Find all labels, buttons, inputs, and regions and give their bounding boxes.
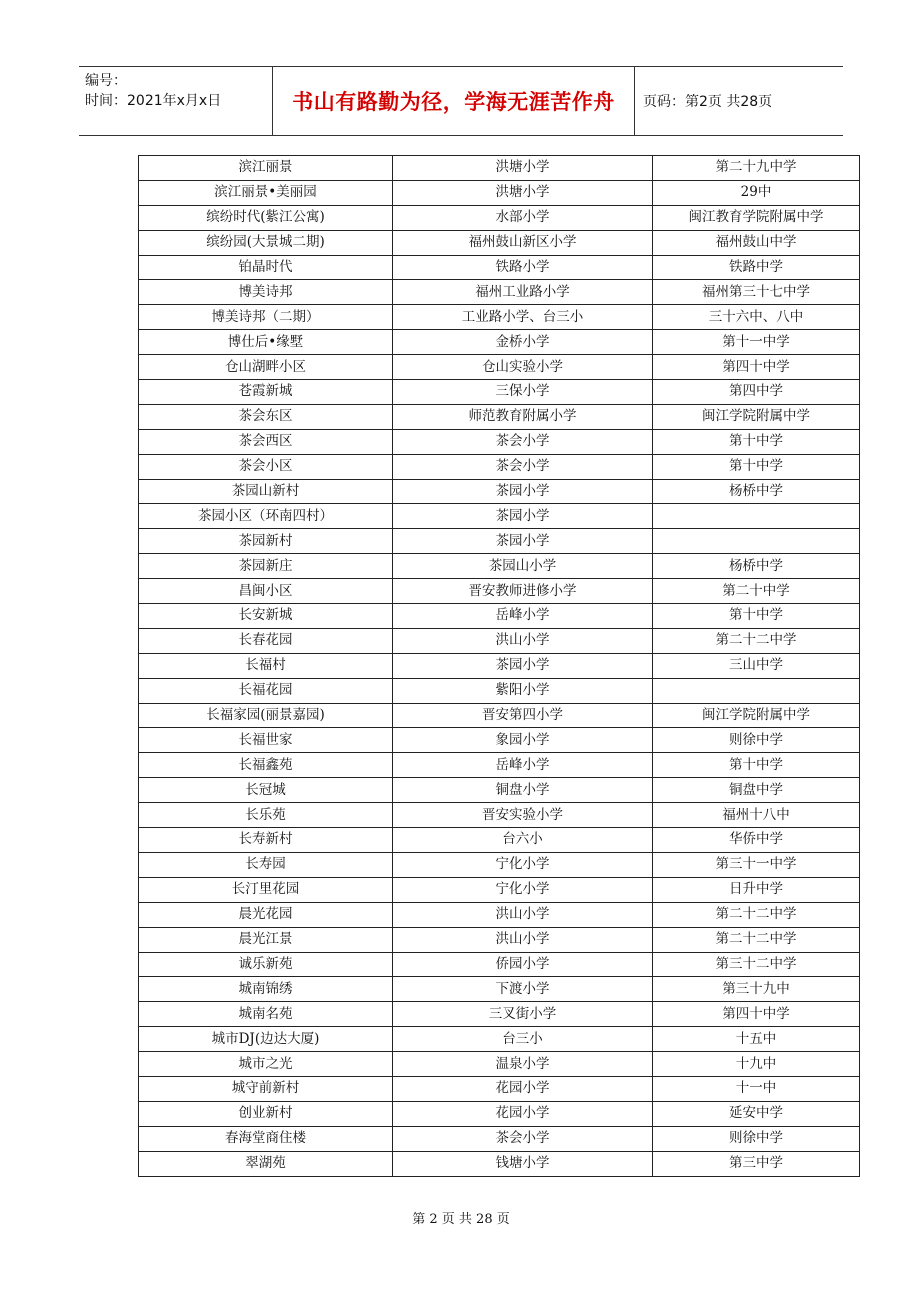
table-row (139, 902, 860, 927)
primary-school-cell: 下渡小学 (393, 977, 653, 1002)
middle-school-cell: 则徐中学 (653, 1126, 860, 1151)
header-motto: 书山有路勤为径，学海无涯苦作舟 (273, 67, 635, 135)
primary-school-cell: 钱塘小学 (393, 1151, 653, 1176)
residence-cell: 长乐苑 (139, 803, 393, 828)
residence-cell: 苍霞新城 (139, 380, 393, 405)
middle-school-cell: 铁路中学 (653, 255, 860, 280)
middle-school-cell: 延安中学 (653, 1101, 860, 1126)
residence-cell: 茶园新庄 (139, 554, 393, 579)
middle-school-cell: 第二十二中学 (653, 902, 860, 927)
primary-school-cell: 洪塘小学 (393, 156, 653, 181)
table-row (139, 653, 860, 678)
residence-cell: 长春花园 (139, 628, 393, 653)
primary-school-cell: 洪山小学 (393, 902, 653, 927)
primary-school-cell: 茶会小学 (393, 1126, 653, 1151)
primary-school-cell: 福州鼓山新区小学 (393, 230, 653, 255)
residence-cell: 茶园山新村 (139, 479, 393, 504)
middle-school-cell: 第十中学 (653, 429, 860, 454)
primary-school-cell: 温泉小学 (393, 1052, 653, 1077)
table-row (139, 628, 860, 653)
primary-school-cell: 花园小学 (393, 1101, 653, 1126)
residence-cell: 茶园小区（环南四村） (139, 504, 393, 529)
table-row (139, 977, 860, 1002)
residence-cell: 长冠城 (139, 778, 393, 803)
table-row (139, 305, 860, 330)
table-row (139, 579, 860, 604)
residence-cell: 昌闽小区 (139, 579, 393, 604)
table-row (139, 280, 860, 305)
residence-cell: 长安新城 (139, 604, 393, 629)
residence-cell: 长寿园 (139, 852, 393, 877)
table-row (139, 429, 860, 454)
table-row (139, 852, 860, 877)
table-row (139, 529, 860, 554)
middle-school-cell: 闽江学院附属中学 (653, 404, 860, 429)
table-row (139, 1076, 860, 1101)
middle-school-cell (653, 504, 860, 529)
residence-cell: 城南锦绣 (139, 977, 393, 1002)
table-row (139, 380, 860, 405)
residence-cell: 博美诗邦 (139, 280, 393, 305)
residence-cell: 城市之光 (139, 1052, 393, 1077)
middle-school-cell: 第三中学 (653, 1151, 860, 1176)
page-footer (0, 1208, 920, 1227)
primary-school-cell: 茶园山小学 (393, 554, 653, 579)
middle-school-cell: 第三十二中学 (653, 952, 860, 977)
primary-school-cell: 师范教育附属小学 (393, 404, 653, 429)
table-row (139, 1151, 860, 1176)
middle-school-cell: 第二十九中学 (653, 156, 860, 181)
middle-school-cell: 第十中学 (653, 753, 860, 778)
middle-school-cell: 闽江教育学院附属中学 (653, 205, 860, 230)
table-row (139, 479, 860, 504)
primary-school-cell: 晋安第四小学 (393, 703, 653, 728)
residence-cell: 长福村 (139, 653, 393, 678)
table-row (139, 828, 860, 853)
header-meta (79, 67, 273, 135)
table-row (139, 454, 860, 479)
table-row (139, 803, 860, 828)
primary-school-cell: 铁路小学 (393, 255, 653, 280)
primary-school-cell: 工业路小学、台三小 (393, 305, 653, 330)
primary-school-cell: 岳峰小学 (393, 753, 653, 778)
middle-school-cell: 十九中 (653, 1052, 860, 1077)
middle-school-cell: 第二十二中学 (653, 628, 860, 653)
residence-cell: 城市DJ(边达大厦) (139, 1027, 393, 1052)
middle-school-cell: 杨桥中学 (653, 479, 860, 504)
residence-cell: 滨江丽景•美丽园 (139, 180, 393, 205)
table-row (139, 703, 860, 728)
primary-school-cell: 茶园小学 (393, 653, 653, 678)
table-row (139, 1002, 860, 1027)
middle-school-cell: 福州鼓山中学 (653, 230, 860, 255)
primary-school-cell: 三叉街小学 (393, 1002, 653, 1027)
primary-school-cell: 象园小学 (393, 728, 653, 753)
residence-cell: 长福家园(丽景嘉园) (139, 703, 393, 728)
middle-school-cell: 福州第三十七中学 (653, 280, 860, 305)
middle-school-cell: 第十一中学 (653, 330, 860, 355)
table-row (139, 1101, 860, 1126)
primary-school-cell: 茶园小学 (393, 504, 653, 529)
primary-school-cell: 侨园小学 (393, 952, 653, 977)
table-row (139, 180, 860, 205)
primary-school-cell: 洪塘小学 (393, 180, 653, 205)
table-row (139, 255, 860, 280)
residence-cell: 诚乐新苑 (139, 952, 393, 977)
middle-school-cell: 第四十中学 (653, 355, 860, 380)
middle-school-cell: 第四中学 (653, 380, 860, 405)
primary-school-cell: 茶会小学 (393, 429, 653, 454)
residence-cell: 仓山湖畔小区 (139, 355, 393, 380)
footer-page-number: 第 2 页 共 28 页 (412, 1212, 510, 1227)
residence-cell: 滨江丽景 (139, 156, 393, 181)
middle-school-cell: 29中 (653, 180, 860, 205)
middle-school-cell: 杨桥中学 (653, 554, 860, 579)
middle-school-cell: 三十六中、八中 (653, 305, 860, 330)
primary-school-cell: 宁化小学 (393, 877, 653, 902)
residence-cell: 春海堂商住楼 (139, 1126, 393, 1151)
primary-school-cell: 洪山小学 (393, 628, 653, 653)
middle-school-cell: 日升中学 (653, 877, 860, 902)
residence-cell: 铂晶时代 (139, 255, 393, 280)
primary-school-cell: 台六小 (393, 828, 653, 853)
table-row (139, 778, 860, 803)
table-row (139, 604, 860, 629)
residence-cell: 长福花园 (139, 678, 393, 703)
table-row (139, 1052, 860, 1077)
residence-cell: 长寿新村 (139, 828, 393, 853)
middle-school-cell: 福州十八中 (653, 803, 860, 828)
primary-school-cell: 花园小学 (393, 1076, 653, 1101)
middle-school-cell: 则徐中学 (653, 728, 860, 753)
primary-school-cell: 茶园小学 (393, 479, 653, 504)
primary-school-cell: 铜盘小学 (393, 778, 653, 803)
residence-cell: 茶会小区 (139, 454, 393, 479)
residence-cell: 长福世家 (139, 728, 393, 753)
middle-school-cell: 第二十二中学 (653, 927, 860, 952)
table-row (139, 728, 860, 753)
table-row (139, 927, 860, 952)
primary-school-cell: 洪山小学 (393, 927, 653, 952)
middle-school-cell: 三山中学 (653, 653, 860, 678)
primary-school-cell: 台三小 (393, 1027, 653, 1052)
time-label: 时间：2021年x月x日 (85, 93, 222, 109)
table-row (139, 1126, 860, 1151)
primary-school-cell: 三保小学 (393, 380, 653, 405)
table-row (139, 678, 860, 703)
middle-school-cell (653, 678, 860, 703)
middle-school-cell: 第四十中学 (653, 1002, 860, 1027)
residence-cell: 长汀里花园 (139, 877, 393, 902)
primary-school-cell: 晋安实验小学 (393, 803, 653, 828)
residence-cell: 翠湖苑 (139, 1151, 393, 1176)
residence-cell: 晨光花园 (139, 902, 393, 927)
residence-cell: 长福鑫苑 (139, 753, 393, 778)
table-row (139, 753, 860, 778)
middle-school-cell: 第十中学 (653, 604, 860, 629)
middle-school-cell: 铜盘中学 (653, 778, 860, 803)
primary-school-cell: 金桥小学 (393, 330, 653, 355)
primary-school-cell: 晋安教师进修小学 (393, 579, 653, 604)
table-body (139, 156, 860, 1177)
residence-cell: 城守前新村 (139, 1076, 393, 1101)
middle-school-cell (653, 529, 860, 554)
residence-cell: 茶会东区 (139, 404, 393, 429)
primary-school-cell: 紫阳小学 (393, 678, 653, 703)
table-row (139, 1027, 860, 1052)
residence-cell: 缤纷园(大景城二期) (139, 230, 393, 255)
table-row (139, 330, 860, 355)
table-row (139, 952, 860, 977)
primary-school-cell: 福州工业路小学 (393, 280, 653, 305)
primary-school-cell: 岳峰小学 (393, 604, 653, 629)
number-label: 编号： (85, 73, 127, 89)
middle-school-cell: 十五中 (653, 1027, 860, 1052)
table-row (139, 355, 860, 380)
primary-school-cell: 水部小学 (393, 205, 653, 230)
residence-cell: 城南名苑 (139, 1002, 393, 1027)
residence-cell: 创业新村 (139, 1101, 393, 1126)
residence-cell: 茶会西区 (139, 429, 393, 454)
primary-school-cell: 茶会小学 (393, 454, 653, 479)
middle-school-cell: 第三十九中 (653, 977, 860, 1002)
middle-school-cell: 第三十一中学 (653, 852, 860, 877)
middle-school-cell: 第十中学 (653, 454, 860, 479)
header-page-info: 页码：第2页 共28页 (643, 94, 773, 110)
middle-school-cell: 闽江学院附属中学 (653, 703, 860, 728)
school-district-table (138, 155, 860, 1177)
residence-cell: 博美诗邦（二期） (139, 305, 393, 330)
middle-school-cell: 华侨中学 (653, 828, 860, 853)
table-row (139, 230, 860, 255)
residence-cell: 博仕后•缘墅 (139, 330, 393, 355)
table-row (139, 156, 860, 181)
table-row (139, 554, 860, 579)
primary-school-cell: 茶园小学 (393, 529, 653, 554)
primary-school-cell: 宁化小学 (393, 852, 653, 877)
residence-cell: 晨光江景 (139, 927, 393, 952)
table-row (139, 404, 860, 429)
page-header (79, 66, 843, 136)
middle-school-cell: 第二十中学 (653, 579, 860, 604)
table-row (139, 504, 860, 529)
middle-school-cell: 十一中 (653, 1076, 860, 1101)
primary-school-cell: 仓山实验小学 (393, 355, 653, 380)
residence-cell: 茶园新村 (139, 529, 393, 554)
table-row (139, 205, 860, 230)
residence-cell: 缤纷时代(紫江公寓) (139, 205, 393, 230)
table-row (139, 877, 860, 902)
